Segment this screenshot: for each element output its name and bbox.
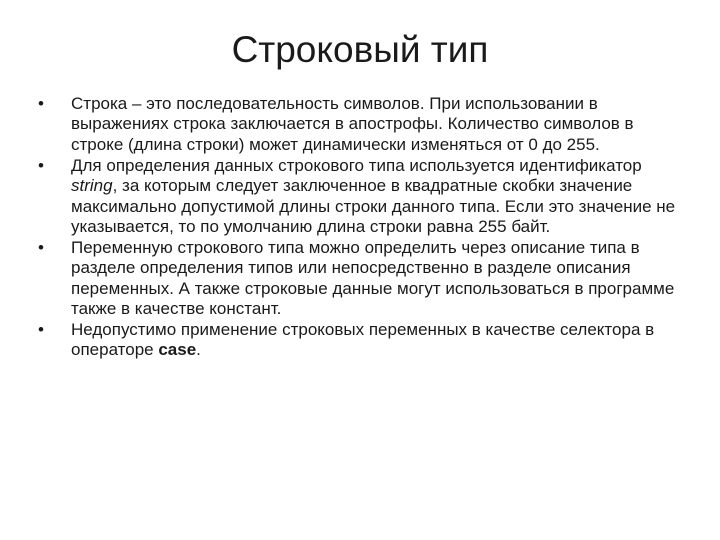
bullet-icon [38,156,52,176]
bullet-text: Строка – это последовательность символов. При использовании в выражениях строка заключается в апострофы. Количество символов в строке (длина строки) может динамически изменяться от 0 до 255. [71,94,634,154]
bullet-text-before: Недопустимо применение строковых переменных в качестве селектора в операторе [71,319,655,360]
slide-title: Строковый тип [231,29,489,70]
bullet-icon [38,94,52,114]
keyword-case: case [158,340,197,360]
bullet-text-after: . [196,340,201,360]
bullet-item-string-definition [38,94,684,155]
bullet-text-before: Для определения данных строкового типа используется идентификатор [71,155,642,175]
bullet-text: Переменную строкового типа можно определить через описание типа в разделе определения типов или непосредственно в разделе описания переменных. А также строковые данные могут использоваться в программе также в качестве констант. [71,237,675,319]
bullet-item-case-restriction [38,320,684,361]
bullet-item-string-identifier [38,156,684,238]
bullet-item-variable-declaration [38,238,684,320]
bullet-text-after: , за которым следует заключенное в квадратные скобки значение максимально допустимой длины строки данного типа. Если это значение не указывается, то по умолчанию длина строки равна 255 байт. [71,176,676,236]
bullet-icon [38,320,52,340]
bullet-list [38,94,684,361]
bullet-icon [38,238,52,258]
keyword-string: string [71,176,113,196]
